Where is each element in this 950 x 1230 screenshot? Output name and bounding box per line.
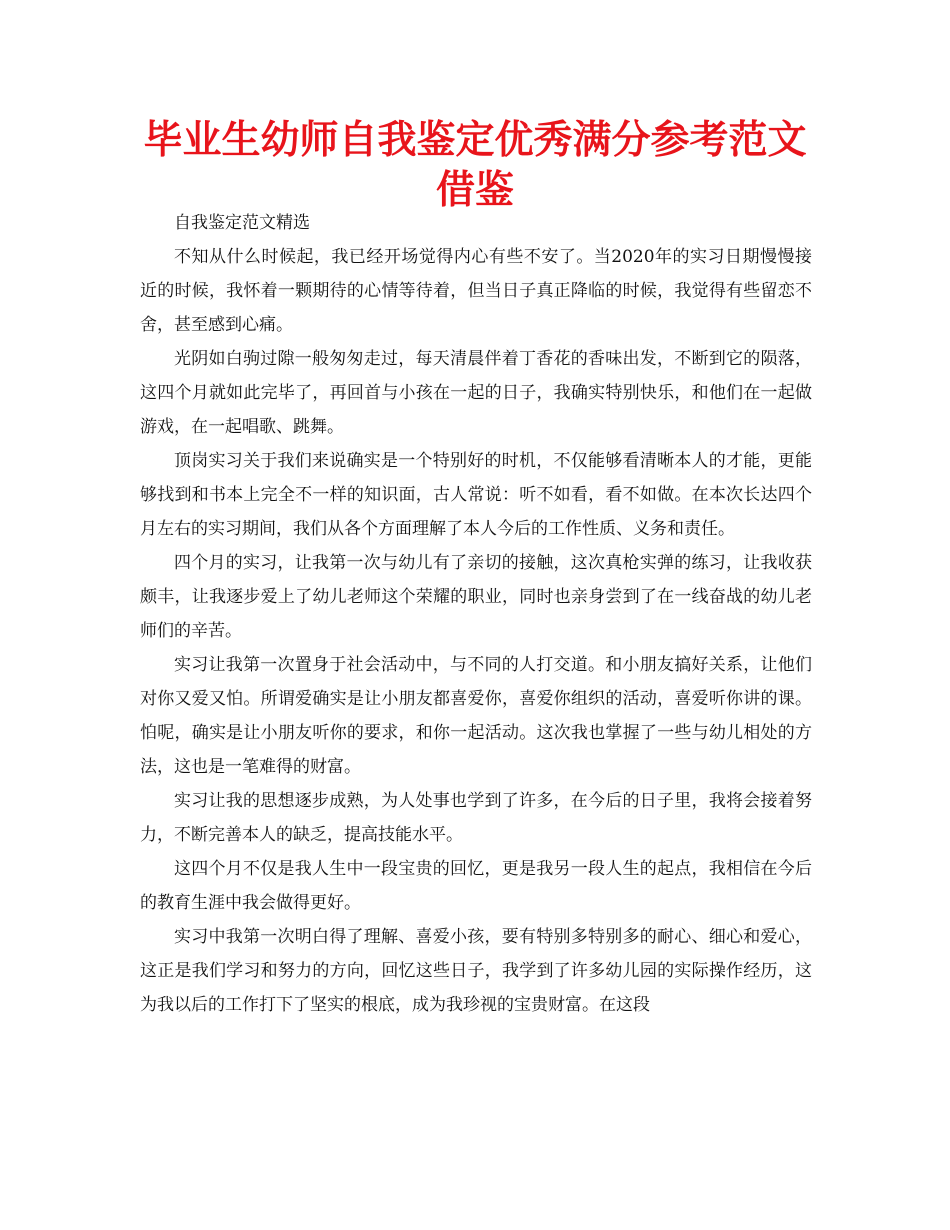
paragraph: 实习让我的思想逐步成熟，为人处事也学到了许多，在今后的日子里，我将会接着努力，不断完善本人的缺乏，提高技能水平。: [140, 791, 812, 845]
paragraph: 四个月的实习，让我第一次与幼儿有了亲切的接触，这次真枪实弹的练习，让我收获颇丰，让我逐步爱上了幼儿老师这个荣耀的职业，同时也亲身尝到了在一线奋战的幼儿老师们的辛苦。: [140, 553, 812, 641]
paragraph: 实习让我第一次置身于社会活动中，与不同的人打交道。和小朋友搞好关系，让他们对你又爱又怕。所谓爱确实是让小朋友都喜爱你，喜爱你组织的活动，喜爱听你讲的课。怕呢，确实是让小朋友听你的要求，和你一起活动。这次我也掌握了一些与幼儿相处的方法，这也是一笔难得的财富。: [140, 655, 812, 777]
paragraph: 不知从什么时候起，我已经开场觉得内心有些不安了。当2020年的实习日期慢慢接近的时候，我怀着一颗期待的心情等待着，但当日子真正降临的时候，我觉得有些留恋不舍，甚至感到心痛。: [140, 247, 812, 335]
document-title: 毕业生幼师自我鉴定优秀满分参考范文借鉴: [143, 118, 807, 213]
paragraph: 顶岗实习关于我们来说确实是一个特别好的时机，不仅能够看清晰本人的才能，更能够找到和书本上完全不一样的知识面，古人常说：听不如看，看不如做。在本次长达四个月左右的实习期间，我们从各个方面理解了本人今后的工作性质、义务和责任。: [140, 451, 812, 539]
document-body: [140, 206, 812, 1022]
paragraph: 这四个月不仅是我人生中一段宝贵的回忆，更是我另一段人生的起点，我相信在今后的教育生涯中我会做得更好。: [140, 859, 812, 913]
paragraph: 光阴如白驹过隙一般匆匆走过，每天清晨伴着丁香花的香味出发，不断到它的陨落，这四个月就如此完毕了，再回首与小孩在一起的日子，我确实特别快乐，和他们在一起做游戏，在一起唱歌、跳舞。: [140, 349, 812, 437]
section-heading: 自我鉴定范文精选: [174, 213, 310, 233]
paragraph: 实习中我第一次明白得了理解、喜爱小孩，要有特别多特别多的耐心、细心和爱心，这正是我们学习和努力的方向，回忆这些日子，我学到了许多幼儿园的实际操作经历，这为我以后的工作打下了坚实的根底，成为我珍视的宝贵财富。在这段: [140, 927, 812, 1015]
